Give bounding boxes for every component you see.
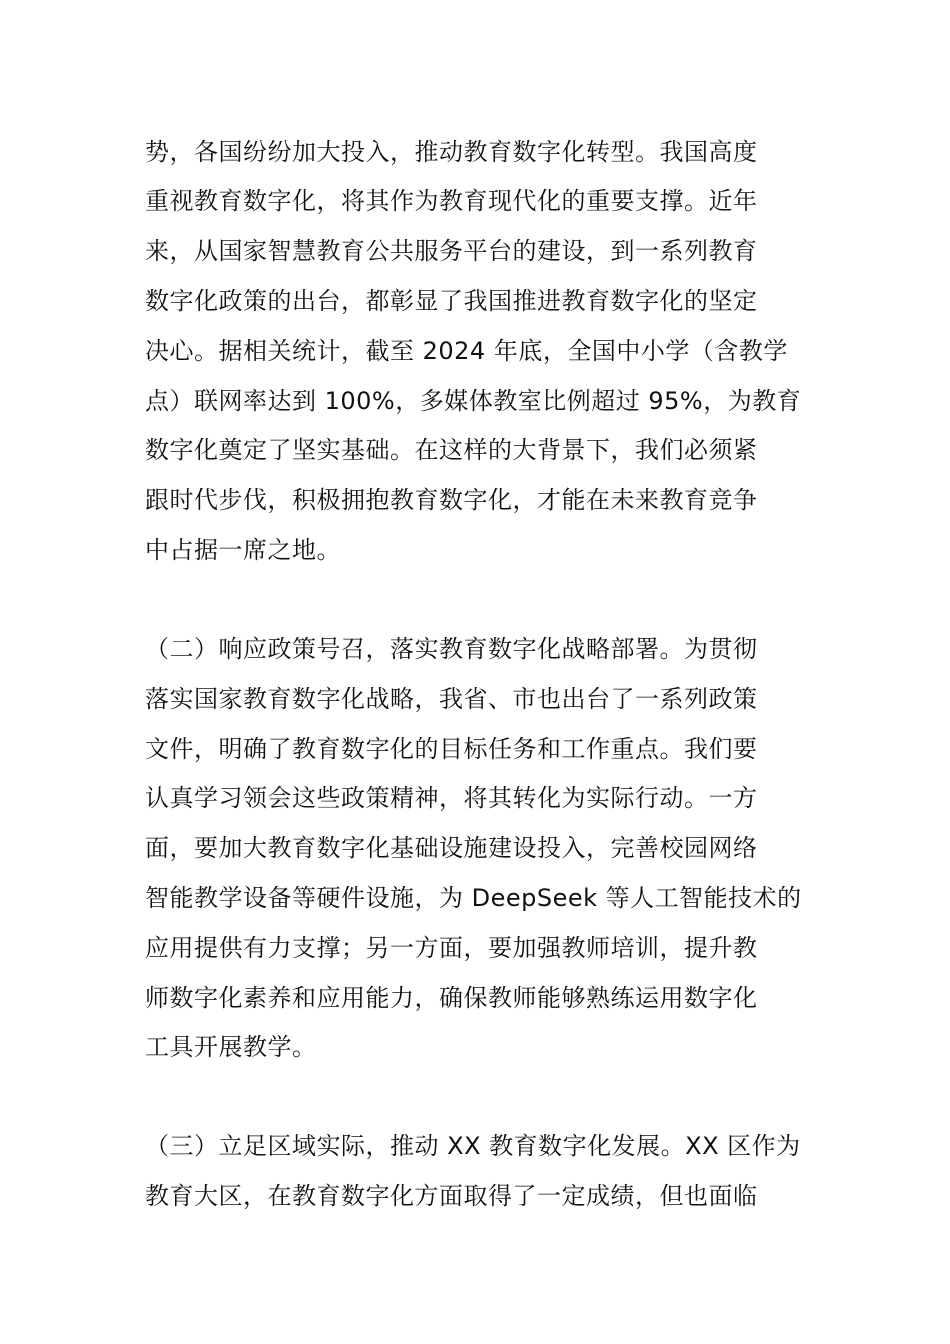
text-line: 数字化政策的出台，都彰显了我国推进教育数字化的坚定	[145, 287, 758, 315]
section-heading-line: （二）响应政策号召，落实教育数字化战略部署。为贯彻	[145, 635, 758, 663]
text-line: 面，要加大教育数字化基础设施建设投入，完善校园网络	[145, 834, 758, 862]
text-line: 应用提供有力支撑；另一方面，要加强教师培训，提升教	[145, 934, 758, 962]
text-line: 决心。据相关统计，截至 2024 年底，全国中小学（含教学	[145, 337, 788, 365]
text-line: 重视教育数字化，将其作为教育现代化的重要支撑。近年	[145, 187, 758, 215]
text-line: 教育大区，在教育数字化方面取得了一定成绩，但也面临	[145, 1182, 758, 1210]
text-line: 师数字化素养和应用能力，确保教师能够熟练运用数字化	[145, 984, 758, 1012]
section-heading-line: （三）立足区域实际，推动 XX 教育数字化发展。XX 区作为	[145, 1132, 801, 1160]
text-line: 智能教学设备等硬件设施，为 DeepSeek 等人工智能技术的	[145, 884, 802, 912]
text-line: 工具开展教学。	[145, 1033, 317, 1061]
text-line: 势，各国纷纷加大投入，推动教育数字化转型。我国高度	[145, 138, 758, 166]
text-line: 跟时代步伐，积极拥抱教育数字化，才能在未来教育竞争	[145, 486, 758, 514]
text-line: 点）联网率达到 100%，多媒体教室比例超过 95%，为教育	[145, 387, 802, 415]
text-line: 数字化奠定了坚实基础。在这样的大背景下，我们必须紧	[145, 436, 758, 464]
text-line: 落实国家教育数字化战略，我省、市也出台了一系列政策	[145, 685, 758, 713]
text-line: 认真学习领会这些政策精神，将其转化为实际行动。一方	[145, 784, 758, 812]
text-line: 中占据一席之地。	[145, 536, 341, 564]
text-line: 文件，明确了教育数字化的目标任务和工作重点。我们要	[145, 735, 758, 763]
text-line: 来，从国家智慧教育公共服务平台的建设，到一系列教育	[145, 237, 758, 265]
